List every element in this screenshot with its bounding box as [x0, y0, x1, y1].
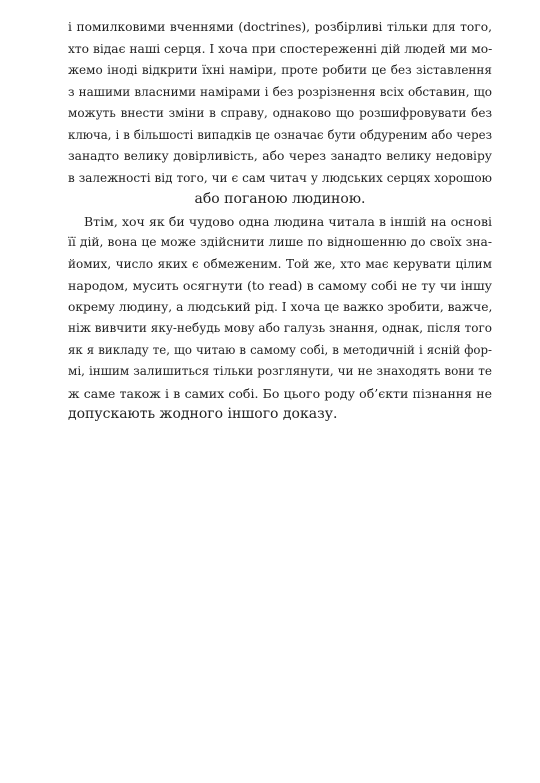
- paragraph-1-line: в залежності від того, чи є сам читач у людських серцях хорошою: [68, 170, 492, 185]
- paragraph-2-line: йомих, число яких є обмеженим. Той же, хто має керувати цілим: [68, 256, 492, 271]
- paragraph-2-line: ж саме також і в самих собі. Бо цього роду об’єкти пізнання не: [68, 385, 492, 401]
- paragraph-2-line: ніж вивчити яку-небудь мову або галузь знання, однак, після того: [68, 321, 492, 335]
- body-text: [68, 17, 492, 426]
- paragraph-2-line: її дій, вона це може здійснити лише по відношенню до своїх зна-: [68, 235, 492, 249]
- paragraph-1-line: ключа, і в більшості випадків це означає бути обдуреним або через: [68, 127, 492, 142]
- paragraph-2-line: як я викладу те, що читаю в самому собі, в методичній і ясній фор-: [68, 342, 492, 357]
- paragraph-1-line: або поганою людиною.: [194, 191, 366, 207]
- paragraph-1-line: хто відає наші серця. І хоча при спостереженні дій людей ми мо-: [68, 41, 493, 56]
- paragraph-2-line: Втім, хоч як би чудово одна людина читала в іншій на основі: [84, 213, 492, 229]
- paragraph-1-line: з нашими власними намірами і без розрізнення всіх обставин, що: [68, 84, 492, 99]
- paragraph-1-line: занадто велику довірливість, або через занадто велику недовіру: [68, 149, 492, 163]
- paragraph-1-line: і помилковими вченнями (doctrines), розбірливі тільки для того,: [68, 20, 492, 34]
- paragraph-2-line: народом, мусить осягнути (to read) в самому собі не ту чи іншу: [68, 278, 492, 293]
- paragraph-1-line: жемо іноді відкрити їхні наміри, проте робити це без зіставлення: [68, 63, 492, 77]
- paragraph-2: [68, 211, 492, 426]
- paragraph-1: [68, 17, 492, 211]
- paragraph-2-line: допускають жодного іншого доказу.: [68, 406, 338, 422]
- paragraph-1-line: можуть внести зміни в справу, однаково що розшифровувати без: [68, 106, 492, 120]
- paragraph-2-line: окрему людину, а людський рід. І хоча це важко зробити, важче,: [68, 299, 493, 314]
- paragraph-2-line: мі, іншим залишиться тільки розглянути, чи не знаходять вони те: [68, 364, 492, 378]
